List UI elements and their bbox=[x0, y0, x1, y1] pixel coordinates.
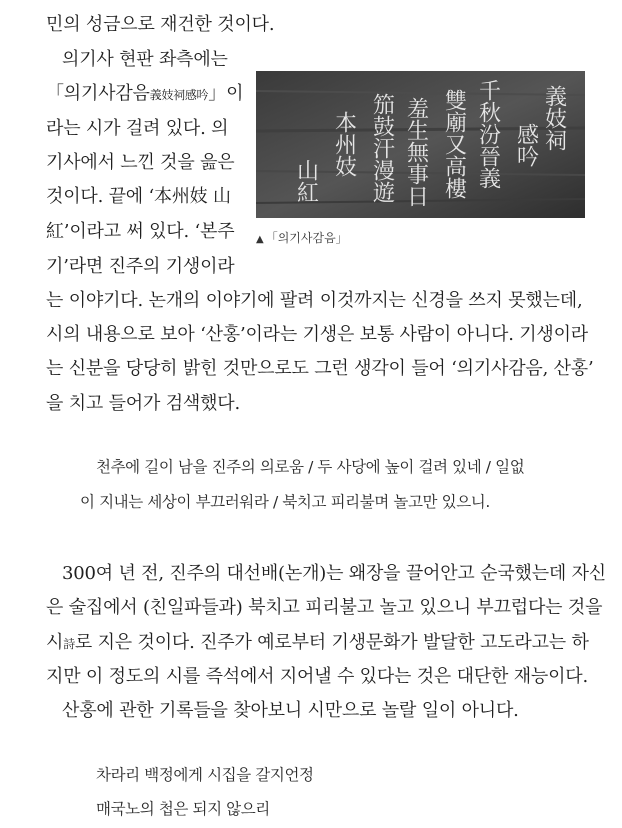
plaque-column: 千秋汾晉義 bbox=[475, 79, 501, 189]
text-line: 기’라면 진주의 기생이라 bbox=[46, 256, 235, 277]
hanja-inline: 義妓祠感吟 bbox=[149, 88, 209, 102]
text-line: 紅’이라고 써 있다. ‘본주 bbox=[46, 221, 235, 242]
plaque-column: 羞生無事日 bbox=[403, 97, 429, 207]
text-fragment: 「의기사감음 bbox=[46, 83, 150, 104]
quote-line: 차라리 백정에게 시집을 갈지언정 bbox=[96, 766, 314, 784]
hanja-inline: 詩 bbox=[63, 637, 75, 651]
quote-line: 천추에 길이 남을 진주의 의로움 / 두 사당에 높이 걸려 있네 / 일없 bbox=[96, 458, 525, 476]
plaque-column: 義妓祠 bbox=[541, 85, 567, 151]
text-line: 시의 내용으로 보아 ‘산홍’이라는 기생은 보통 사람이 아니다. 기생이라 bbox=[46, 324, 588, 345]
plaque-column: 笳鼓汗漫遊 bbox=[369, 93, 395, 203]
text-line: 는 신분을 당당히 밝힌 것만으로도 그런 생각이 들어 ‘의기사감음, 산홍’ bbox=[46, 358, 594, 379]
plaque-image bbox=[256, 71, 585, 218]
text-line: 을 치고 들어가 검색했다. bbox=[46, 393, 240, 414]
text-line: 민의 성금으로 재건한 것이다. bbox=[46, 14, 275, 35]
text-line: 의기사 현판 좌측에는 bbox=[62, 49, 228, 70]
text-fragment: 로 지은 것이다. 진주가 예로부터 기생문화가 발달한 고도라고는 하 bbox=[74, 632, 589, 653]
caption-marker: ▲ bbox=[256, 234, 264, 245]
plaque-column: 山紅 bbox=[293, 159, 319, 203]
quote-line: 이 지내는 세상이 부끄러워라 / 북치고 피리불며 놀고만 있으니. bbox=[80, 493, 490, 511]
quote-line: 매국노의 첩은 되지 않으리 bbox=[96, 800, 270, 818]
plaque-photo bbox=[256, 71, 585, 218]
plaque-column: 感吟 bbox=[513, 123, 539, 167]
caption-text: 「의기사감음」 bbox=[265, 231, 348, 245]
text-line: 기사에서 느낀 것을 읊은 bbox=[46, 152, 235, 173]
text-line: 것이다. 끝에 ‘本州妓 山 bbox=[46, 186, 231, 207]
text-line bbox=[46, 82, 243, 107]
text-line: 산홍에 관한 기록들을 찾아보니 시만으로 놀랄 일이 아니다. bbox=[62, 700, 519, 721]
text-fragment: 시 bbox=[46, 632, 64, 653]
text-line: 은 술집에서 (친일파들과) 북치고 피리불고 놀고 있으니 부끄럽다는 것을 bbox=[46, 597, 603, 618]
text-line: 지만 이 정도의 시를 즉석에서 지어낼 수 있다는 것은 대단한 재능이다. bbox=[46, 666, 588, 687]
plaque-column: 雙廟又高樓 bbox=[441, 89, 467, 199]
text-line: 라는 시가 걸려 있다. 의 bbox=[46, 118, 229, 139]
text-fragment: 」이 bbox=[208, 83, 244, 104]
photo-caption bbox=[256, 229, 348, 249]
text-line: 는 이야기다. 논개의 이야기에 팔려 이것까지는 신경을 쓰지 못했는데, bbox=[46, 290, 583, 311]
text-line bbox=[46, 631, 589, 656]
plaque-column: 本州妓 bbox=[331, 111, 357, 177]
text-line: 300여 년 전, 진주의 대선배(논개)는 왜장을 끌어안고 순국했는데 자신 bbox=[62, 563, 606, 584]
